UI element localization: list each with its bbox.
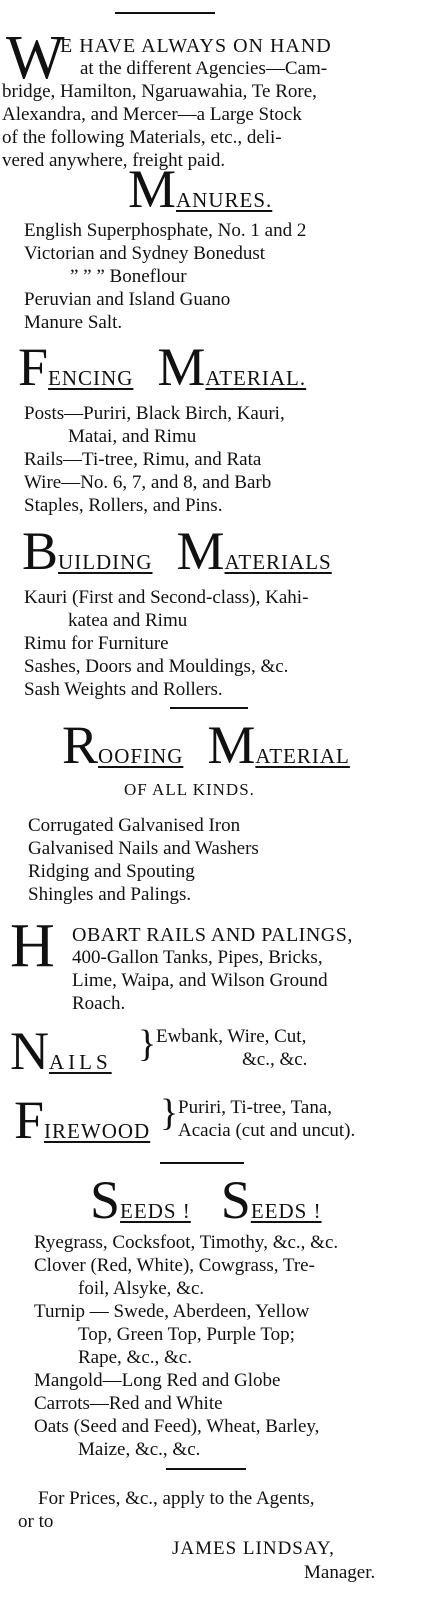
fencing-item: Wire—No. 6, 7, and 8, and Barb <box>24 472 272 493</box>
nails-line: &c., &c. <box>242 1049 308 1070</box>
top-rule <box>115 12 215 14</box>
manures-item: Peruvian and Island Guano <box>24 289 231 310</box>
nails-rest: AILS <box>49 1050 112 1074</box>
seeds-heading <box>90 1170 322 1230</box>
agent-title: Manager. <box>304 1562 376 1583</box>
building-rest1: UILDING <box>58 550 153 574</box>
fencing-item: Staples, Rollers, and Pins. <box>24 495 223 516</box>
hobart-first-line: OBART RAILS AND PALINGS, <box>72 924 353 946</box>
intro-line: vered anywhere, freight paid. <box>2 150 226 171</box>
seeds-item: foil, Alsyke, &c. <box>78 1278 205 1299</box>
seeds-rest2: EEDS ! <box>250 1199 322 1223</box>
firewood-heading <box>14 1090 151 1150</box>
seeds-item: Ryegrass, Cocksfoot, Timothy, &c., &c. <box>34 1232 339 1253</box>
seeds-cap2: S <box>220 1170 251 1230</box>
footer-line: For Prices, &c., apply to the Agents, <box>38 1488 315 1509</box>
roofing-item: Ridging and Spouting <box>28 861 195 882</box>
intro-line: Alexandra, and Mercer—a Large Stock <box>2 104 302 125</box>
roofing-item: Shingles and Palings. <box>28 884 192 905</box>
fencing-heading <box>18 337 307 397</box>
roofing-cap2: M <box>207 715 256 775</box>
intro-line: at the different Agencies—Cam- <box>80 58 328 79</box>
roofing-item: Galvanised Nails and Washers <box>28 838 259 859</box>
roofing-rest2: ATERIAL <box>255 744 350 768</box>
firewood-line: Acacia (cut and uncut). <box>178 1120 356 1141</box>
hobart-line: Lime, Waipa, and Wilson Ground <box>72 970 328 991</box>
hobart-line: Roach. <box>72 993 126 1014</box>
divider-rule <box>160 1162 244 1164</box>
manures-cap: M <box>128 159 177 219</box>
firewood-rest: IREWOOD <box>44 1119 151 1143</box>
intro-line: bridge, Hamilton, Ngaruawahia, Te Rore, <box>2 81 317 102</box>
manures-heading <box>128 159 273 219</box>
roofing-item: Corrugated Galvanised Iron <box>28 815 241 836</box>
fencing-cap1: F <box>18 337 49 397</box>
seeds-item: Turnip — Swede, Aberdeen, Yellow <box>34 1301 310 1322</box>
manures-item: Manure Salt. <box>24 312 123 333</box>
hobart-line: 400-Gallon Tanks, Pipes, Bricks, <box>72 947 323 968</box>
building-rest2: ATERIALS <box>224 550 332 574</box>
fencing-rest1: ENCING <box>48 366 134 390</box>
fencing-item: Rails—Ti-tree, Rimu, and Rata <box>24 449 262 470</box>
seeds-item: Rape, &c., &c. <box>78 1347 192 1368</box>
seeds-item: Oats (Seed and Feed), Wheat, Barley, <box>34 1416 320 1437</box>
fencing-cap2: M <box>157 337 206 397</box>
seeds-item: Clover (Red, White), Cowgrass, Tre- <box>34 1255 315 1276</box>
firewood-cap: F <box>14 1090 45 1150</box>
roofing-cap1: R <box>62 715 99 775</box>
seeds-rest1: EEDS ! <box>120 1199 191 1223</box>
nails-cap: N <box>10 1021 49 1081</box>
fencing-item: Matai, and Rimu <box>68 426 197 447</box>
nails-heading <box>10 1021 112 1081</box>
hobart-dropcap: H <box>10 912 55 980</box>
building-cap2: M <box>176 521 225 581</box>
manures-item: English Superphosphate, No. 1 and 2 <box>24 220 307 241</box>
building-item: Kauri (First and Second-class), Kahi- <box>24 587 309 608</box>
seeds-item: Carrots—Red and White <box>34 1393 223 1414</box>
roofing-rest1: OOFING <box>98 744 184 768</box>
building-item: Sashes, Doors and Mouldings, &c. <box>24 656 289 677</box>
building-item: Rimu for Furniture <box>24 633 169 654</box>
roofing-subtitle: OF ALL KINDS. <box>124 780 255 799</box>
firewood-brace: } <box>160 1092 179 1134</box>
seeds-item: Mangold—Long Red and Globe <box>34 1370 281 1391</box>
manures-rest: ANURES. <box>176 188 273 212</box>
footer-line: or to <box>18 1511 54 1532</box>
building-heading <box>22 521 332 581</box>
agent-name: JAMES LINDSAY, <box>172 1538 335 1559</box>
seeds-item: Top, Green Top, Purple Top; <box>78 1324 295 1345</box>
roofing-heading <box>62 715 350 775</box>
fencing-item: Posts—Puriri, Black Birch, Kauri, <box>24 403 285 424</box>
nails-line: Ewbank, Wire, Cut, <box>156 1026 307 1047</box>
building-item: katea and Rimu <box>68 610 188 631</box>
seeds-cap1: S <box>90 1170 121 1230</box>
nails-brace: } <box>138 1023 157 1065</box>
divider-rule <box>170 707 248 709</box>
fencing-rest2: ATERIAL. <box>205 366 307 390</box>
building-item: Sash Weights and Rollers. <box>24 679 223 700</box>
divider-rule <box>166 1468 246 1470</box>
building-cap1: B <box>22 521 59 581</box>
manures-item: Victorian and Sydney Bonedust <box>24 243 266 264</box>
intro-line: of the following Materials, etc., deli- <box>2 127 282 148</box>
seeds-item: Maize, &c., &c. <box>78 1439 201 1460</box>
manures-item: ” ” ” Boneflour <box>70 266 187 287</box>
firewood-line: Puriri, Ti-tree, Tana, <box>178 1097 333 1118</box>
intro-dropcap: W <box>6 24 65 92</box>
intro-first-line: E HAVE ALWAYS ON HAND <box>60 35 332 57</box>
